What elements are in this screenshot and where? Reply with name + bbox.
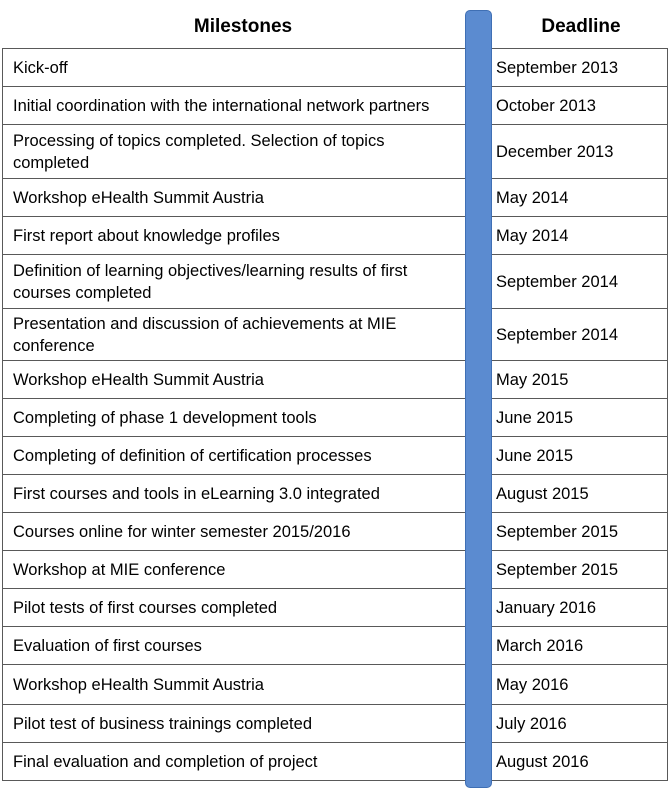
- deadline-cell: December 2013: [492, 124, 668, 178]
- deadline-cell: June 2015: [492, 436, 668, 474]
- deadline-cell: May 2014: [492, 216, 668, 254]
- deadline-cell: June 2015: [492, 398, 668, 436]
- table-row: [0, 48, 670, 86]
- deadline-cell: January 2016: [492, 588, 668, 626]
- table-row: [0, 398, 670, 436]
- deadline-cell: May 2016: [492, 664, 668, 704]
- deadline-cell: May 2015: [492, 360, 668, 398]
- table-row: [0, 86, 670, 124]
- deadline-cell: September 2015: [492, 512, 668, 550]
- milestone-cell: Kick-off: [2, 48, 466, 86]
- table-row: [0, 512, 670, 550]
- milestone-cell: Courses online for winter semester 2015/2016: [2, 512, 466, 550]
- milestone-cell: Workshop at MIE conference: [2, 550, 466, 588]
- milestone-cell: Workshop eHealth Summit Austria: [2, 360, 466, 398]
- deadline-cell: July 2016: [492, 704, 668, 742]
- milestone-cell: Workshop eHealth Summit Austria: [2, 178, 466, 216]
- milestone-cell: Workshop eHealth Summit Austria: [2, 664, 466, 704]
- table-row: [0, 474, 670, 512]
- deadline-cell: September 2013: [492, 48, 668, 86]
- deadline-cell: March 2016: [492, 626, 668, 664]
- deadline-cell: August 2015: [492, 474, 668, 512]
- table-row: [0, 704, 670, 742]
- table-row: [0, 178, 670, 216]
- milestone-cell: Evaluation of first courses: [2, 626, 466, 664]
- table-row: [0, 664, 670, 704]
- deadline-cell: September 2014: [492, 254, 668, 308]
- table-row: [0, 308, 670, 360]
- deadline-cell: May 2014: [492, 178, 668, 216]
- table-row: [0, 216, 670, 254]
- table-row: [0, 360, 670, 398]
- milestone-cell: Pilot test of business trainings completed: [2, 704, 466, 742]
- table-row: [0, 436, 670, 474]
- deadline-cell: August 2016: [492, 742, 668, 781]
- milestone-cell: Definition of learning objectives/learning results of first courses completed: [2, 254, 466, 308]
- milestone-cell: Completing of phase 1 development tools: [2, 398, 466, 436]
- milestone-cell: Pilot tests of first courses completed: [2, 588, 466, 626]
- table-row: [0, 742, 670, 781]
- milestone-cell: Final evaluation and completion of project: [2, 742, 466, 781]
- milestone-cell: Processing of topics completed. Selection of topics completed: [2, 124, 466, 178]
- table-row: [0, 588, 670, 626]
- deadline-cell: October 2013: [492, 86, 668, 124]
- milestones-column-header: Milestones: [193, 16, 293, 37]
- deadline-cell: September 2015: [492, 550, 668, 588]
- table-row: [0, 626, 670, 664]
- deadline-column-header: Deadline: [541, 16, 621, 37]
- timeline-bar: [465, 10, 492, 788]
- milestone-cell: Completing of definition of certification processes: [2, 436, 466, 474]
- table-row: [0, 254, 670, 308]
- milestone-cell: Presentation and discussion of achievements at MIE conference: [2, 308, 466, 360]
- milestone-cell: First report about knowledge profiles: [2, 216, 466, 254]
- table-row: [0, 550, 670, 588]
- milestone-cell: Initial coordination with the international network partners: [2, 86, 466, 124]
- table-row: [0, 124, 670, 178]
- deadline-cell: September 2014: [492, 308, 668, 360]
- milestone-cell: First courses and tools in eLearning 3.0 integrated: [2, 474, 466, 512]
